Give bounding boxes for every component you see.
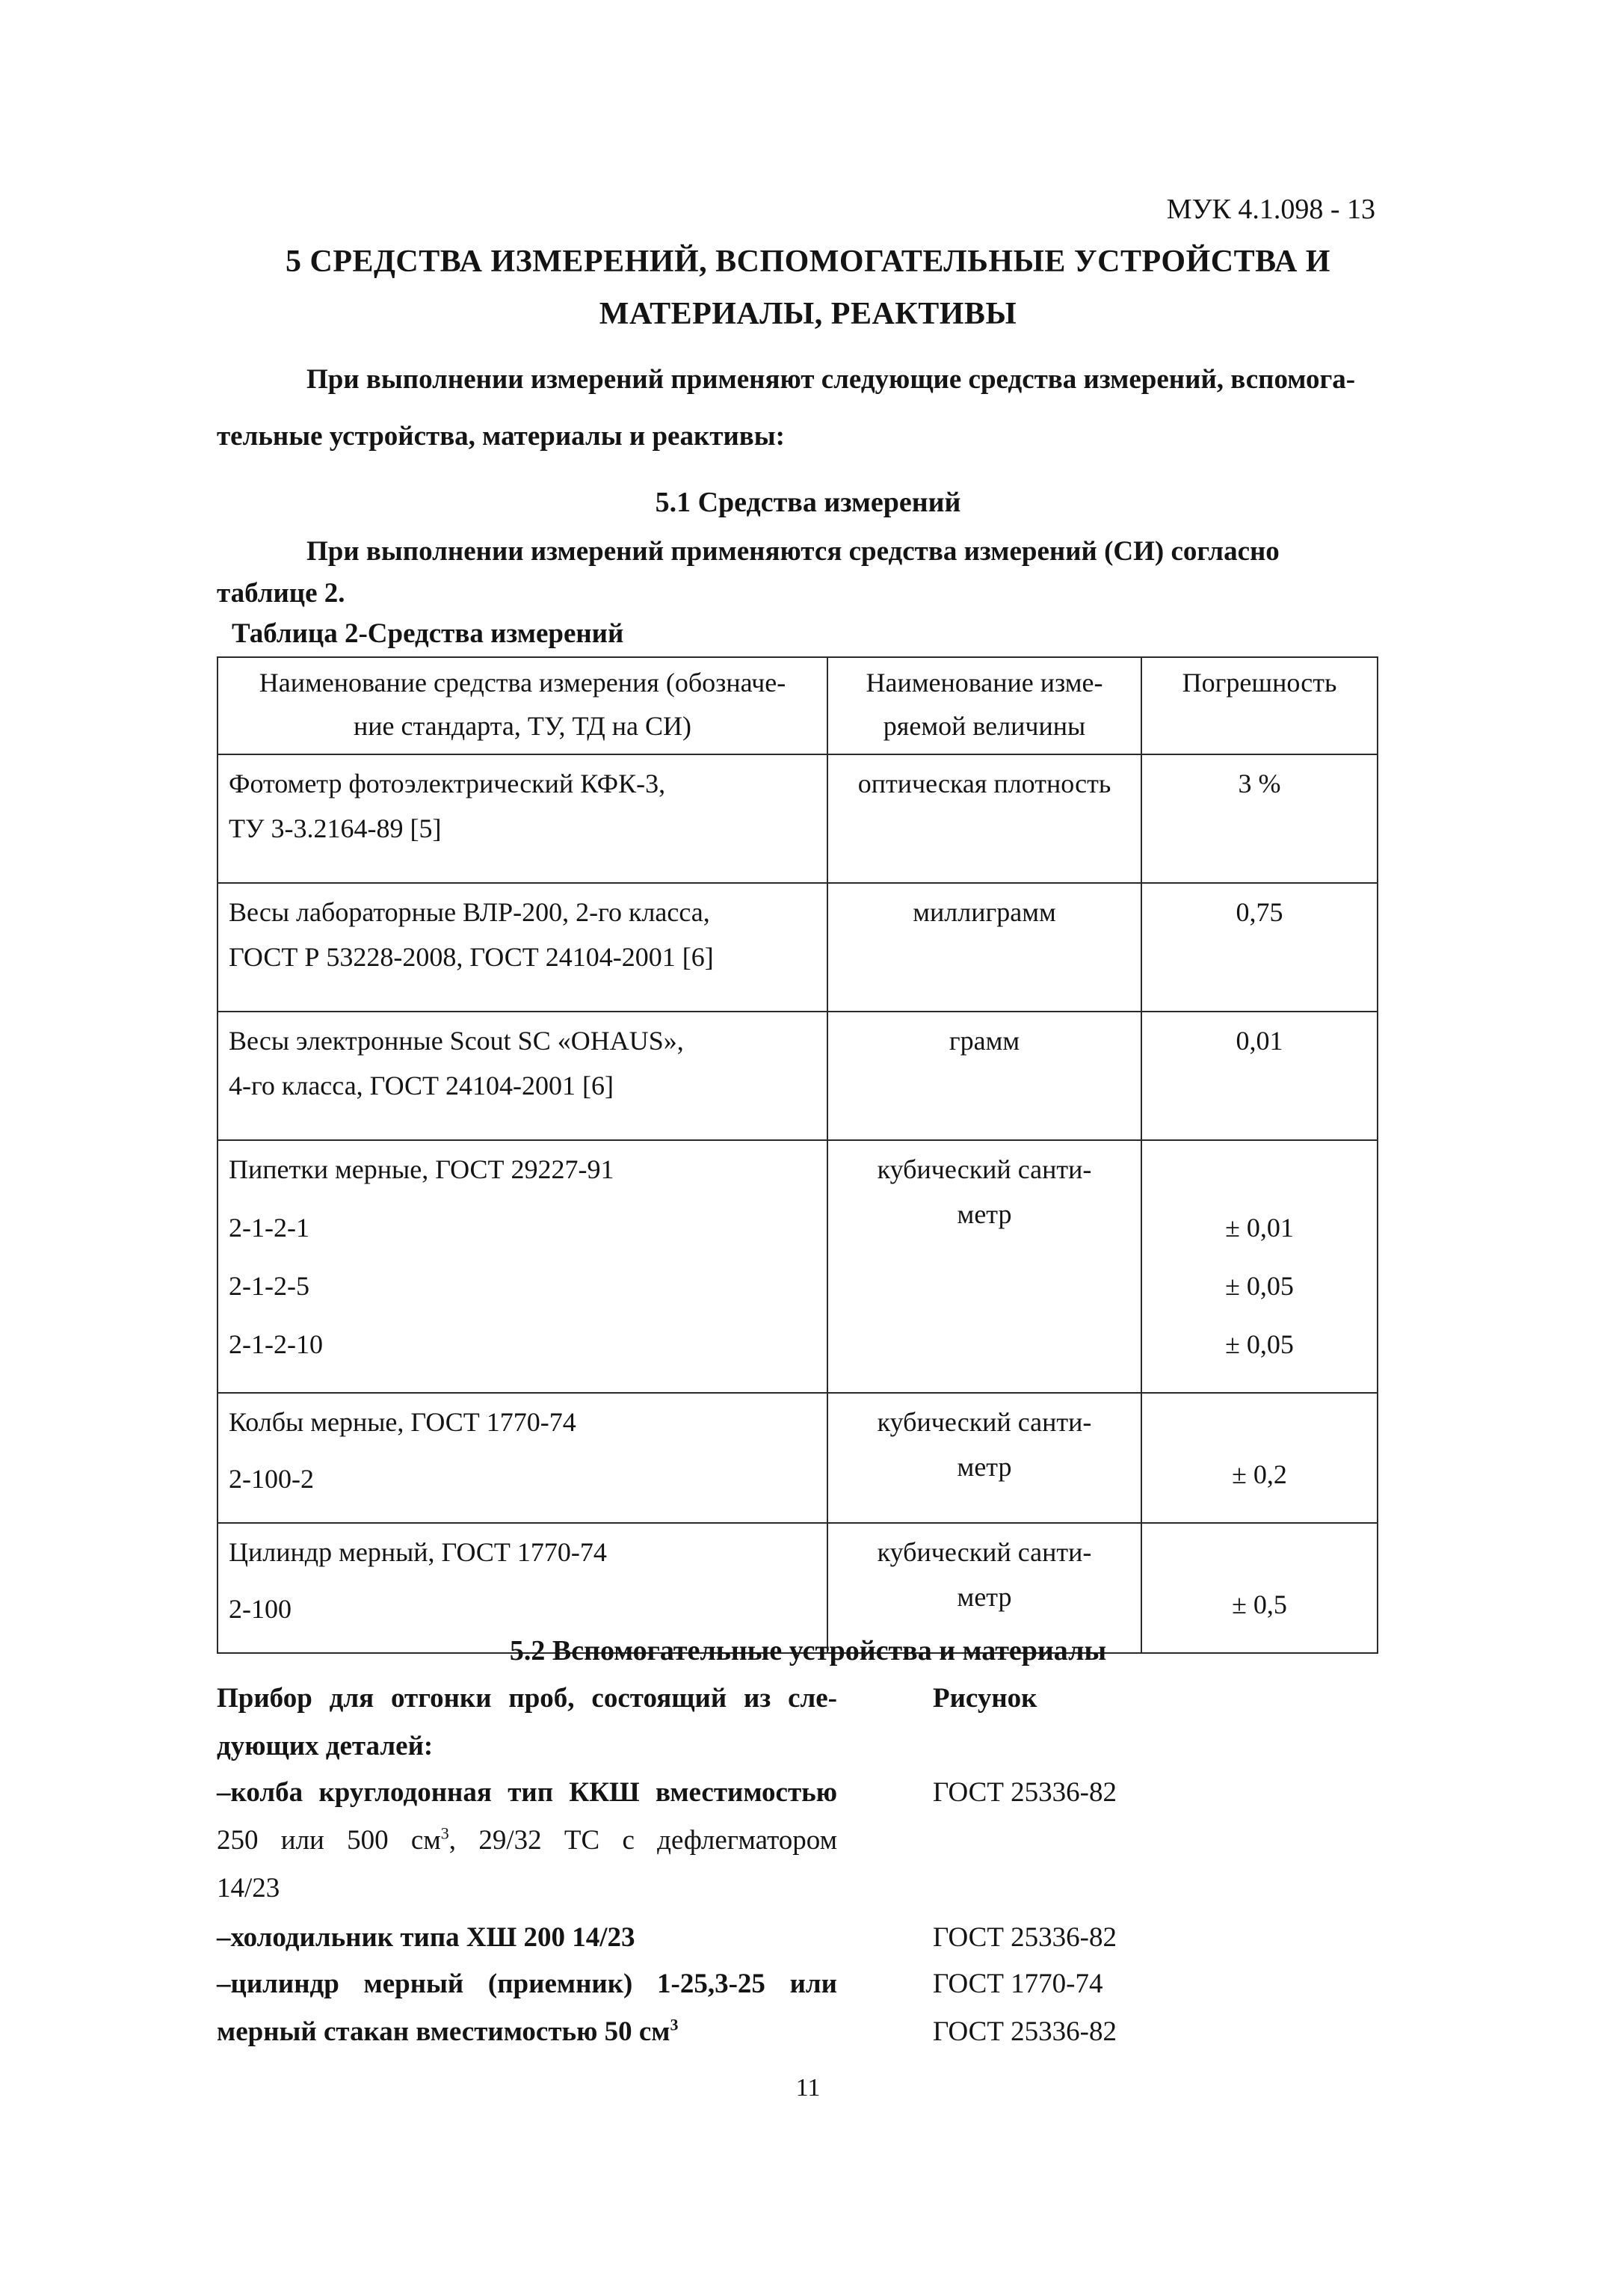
error-value: 0,75	[1141, 883, 1378, 1012]
measured-quantity: грамм	[827, 1012, 1141, 1140]
measured-quantity	[827, 1393, 1141, 1523]
cell-text: метр	[957, 1582, 1012, 1612]
aux-ref: Рисунок	[933, 1683, 1037, 1714]
instrument-name	[218, 1523, 827, 1653]
aux-ref: ГОСТ 25336-82	[933, 1922, 1117, 1953]
table-row	[218, 1523, 1378, 1653]
intro-line1: При выполнении измерений применяют следующие средства измерений, вспомога-	[306, 364, 1356, 395]
cell-text: 4-го класса, ГОСТ 24104-2001 [6]	[229, 1071, 614, 1101]
cell-text: 2-100	[229, 1594, 292, 1624]
instrument-name	[218, 754, 827, 883]
cell-text: Фотометр фотоэлектрический КФК-3,	[229, 769, 666, 798]
subsection-5-1-title: 5.1 Средства измерений	[655, 487, 961, 518]
pipette-item: 2-1-2-1	[229, 1213, 309, 1243]
cell-text: 2-100-2	[229, 1464, 314, 1494]
aux-text-volume	[217, 1817, 837, 1865]
cell-text: Пипетки мерные, ГОСТ 29227-91	[229, 1154, 614, 1184]
table-row	[218, 754, 1378, 883]
pipette-item: 2-1-2-10	[229, 1329, 323, 1359]
document-code: МУК 4.1.098 - 13	[1166, 194, 1375, 225]
header-text: ряемой величины	[883, 711, 1086, 741]
header-measured-quantity	[827, 657, 1141, 754]
aux-item-cylinder	[217, 1960, 837, 2056]
section-title-line2: МАТЕРИАЛЫ, РЕАКТИВЫ	[599, 297, 1017, 331]
table-row	[218, 883, 1378, 1012]
aux-text: ГОСТ 25336-82	[933, 2016, 1117, 2047]
aux-text: Прибор для отгонки проб, состоящий из сле-	[217, 1683, 837, 1714]
cell-text: ± 0,05	[1225, 1329, 1294, 1359]
cell-text: ± 0,2	[1232, 1459, 1287, 1489]
aux-text: мерный стакан вместимостью 50 см	[217, 2016, 670, 2047]
aux-item-flask	[217, 1769, 837, 1912]
table-row	[218, 1012, 1378, 1140]
cell-text: ТУ 3-3.2164-89 [5]	[229, 813, 442, 843]
error-value	[1141, 1523, 1378, 1653]
measured-quantity: миллиграмм	[827, 883, 1141, 1012]
aux-text-beaker	[217, 2008, 837, 2056]
error-value: 0,01	[1141, 1012, 1378, 1140]
instrument-name	[218, 1140, 827, 1393]
table-row	[218, 1393, 1378, 1523]
pipette-item: 2-1-2-5	[229, 1271, 309, 1301]
table-header-row	[218, 657, 1378, 754]
table-caption: Таблица 2-Средства измерений	[232, 618, 624, 649]
cell-text: кубический санти-	[877, 1407, 1092, 1437]
section-title-line1: 5 СРЕДСТВА ИЗМЕРЕНИЙ, ВСПОМОГАТЕЛЬНЫЕ УСТРОЙСТВА И	[286, 244, 1330, 279]
measured-quantity	[827, 1523, 1141, 1653]
cell-text: кубический санти-	[877, 1537, 1092, 1567]
cell-text: Колбы мерные, ГОСТ 1770-74	[229, 1407, 576, 1437]
subsection-5-2-title: 5.2 Вспомогательные устройства и материалы	[509, 1635, 1107, 1666]
header-text: ние стандарта, ТУ, ТД на СИ)	[353, 711, 691, 741]
instrument-name	[218, 1393, 827, 1523]
instrument-name	[218, 883, 827, 1012]
aux-text: 250 или 500 см	[217, 1825, 441, 1856]
aux-ref: ГОСТ 25336-82	[933, 1777, 1117, 1808]
page-number: 11	[795, 2074, 821, 2102]
cell-text: Цилиндр мерный, ГОСТ 1770-74	[229, 1537, 607, 1567]
header-text: Наименование изме-	[866, 668, 1103, 698]
superscript: 3	[440, 1823, 449, 1843]
aux-ref	[933, 1960, 1351, 2056]
header-instrument-name	[218, 657, 827, 754]
aux-text: –холодильник типа ХШ 200 14/23	[217, 1922, 635, 1953]
superscript: 3	[670, 2015, 679, 2034]
header-error	[1141, 657, 1378, 754]
table-row	[218, 1140, 1378, 1393]
measuring-instruments-table	[217, 656, 1378, 1654]
aux-text: , 29/32 ТС с дефлегматором	[448, 1825, 838, 1856]
intro-line2: тельные устройства, материалы и реактивы:	[217, 421, 785, 452]
instrument-name	[218, 1012, 827, 1140]
measured-quantity: оптическая плотность	[827, 754, 1141, 883]
cell-text: кубический санти-	[877, 1154, 1092, 1184]
error-value: 3 %	[1141, 754, 1378, 883]
cell-text: метр	[957, 1452, 1012, 1482]
aux-text: –колба круглодонная тип ККШ вместимостью	[217, 1777, 837, 1808]
subsection-5-1-text-line2: таблице 2.	[217, 578, 345, 609]
aux-text: дующих деталей:	[217, 1731, 434, 1761]
header-text: Погрешность	[1182, 668, 1337, 698]
cell-text: ГОСТ Р 53228-2008, ГОСТ 24104-2001 [6]	[229, 942, 714, 972]
header-text: Наименование средства измерения (обозначе-	[259, 668, 786, 698]
cell-text: метр	[957, 1199, 1012, 1229]
cell-text: ± 0,01	[1225, 1213, 1294, 1243]
cell-text: Весы лабораторные ВЛР-200, 2-го класса,	[229, 897, 710, 927]
aux-item-apparatus	[217, 1675, 837, 1770]
measured-quantity	[827, 1140, 1141, 1393]
cell-text: Весы электронные Scout SC «OHAUS»,	[229, 1026, 684, 1056]
aux-text: –цилиндр мерный (приемник) 1-25,3-25 или	[217, 1969, 837, 1999]
cell-text: ± 0,05	[1225, 1271, 1294, 1301]
aux-item-condenser	[217, 1914, 837, 1962]
error-value	[1141, 1393, 1378, 1523]
cell-text: ± 0,5	[1232, 1589, 1287, 1619]
aux-text: ГОСТ 1770-74	[933, 1969, 1103, 1999]
aux-text: 14/23	[217, 1873, 280, 1903]
error-value	[1141, 1140, 1378, 1393]
subsection-5-1-text-line1: При выполнении измерений применяются средства измерений (СИ) согласно	[306, 536, 1280, 567]
